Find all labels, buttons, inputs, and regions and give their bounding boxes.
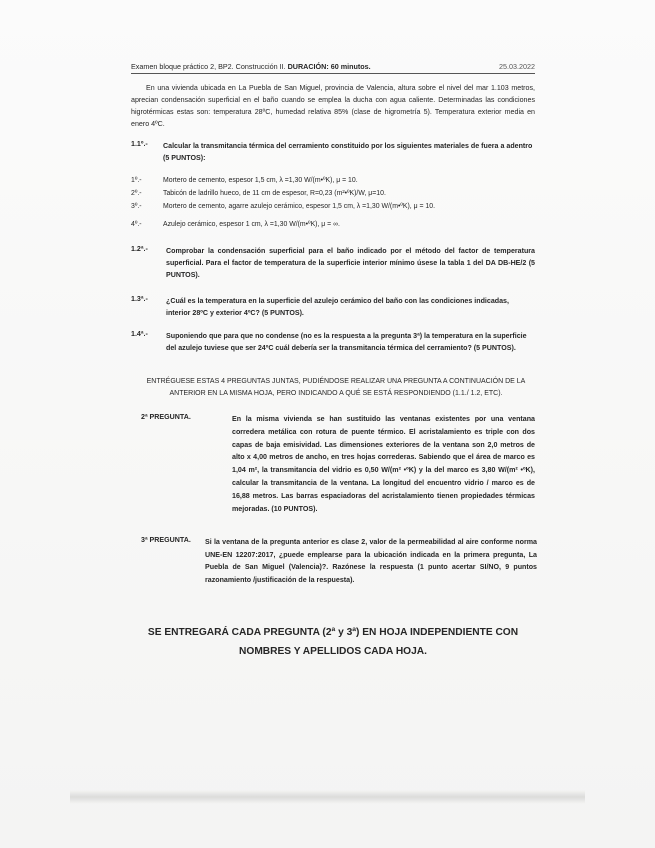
header-title: Examen bloque práctico 2, BP2. Construcción II. [131, 62, 288, 71]
material-4-number: 4º.- [131, 221, 142, 228]
question-1-3-number: 1.3ª.- [131, 295, 148, 303]
material-1-number: 1º.- [131, 177, 142, 184]
question-3-text: Si la ventana de la pregunta anterior es clase 2, valor de la permeabilidad al aire conforme norma UNE-EN 12207:2017, ¿puede emplearse para la ubicación indicada en la primera pregunta, La Puebla de San Miguel (Valencia)?. Razónese la respuesta (1 punto acertar SI/NO, 9 puntos razonamiento /justificación de la respuesta). [205, 538, 537, 584]
delivery-note: ENTRÉGUESE ESTAS 4 PREGUNTAS JUNTAS, PUDIÉNDOSE REALIZAR UNA PREGUNTA A CONTINUACIÓN DE LA ANTERIOR EN LA MISMA HOJA, PERO INDICANDO A QUÉ SE ESTÁ RESPONDIENDO (1.1./ 1.2, ETC). [146, 378, 526, 397]
question-3-label: 3ª PREGUNTA. [141, 536, 191, 544]
intro-paragraph: En una vivienda ubicada en La Puebla de San Miguel, provincia de Valencia, altura sobre el nivel del mar 1.103 metros, aprecian condensación superficial en el baño cuando se emplea la ducha con agua caliente. Determinadas las condiciones higrotérmicas estas son: temperatura 28ºC, humedad relativa 85% (clase de higrometría 5). Temperatura exterior media en enero 4ºC. [131, 84, 535, 128]
question-2-text: En la misma vivienda se han sustituido las ventanas existentes por una ventana corredera metálica con rotura de puente térmico. El acristalamiento es triple con dos capas de baja emisividad. Las dimensiones exteriores de la ventana son 2,0 metros de alto x 4,00 metros de ancho, en tres hojas correderas. Sabiendo que el área de marco es 1,04 m², la transmitancia del vidrio es 0,50 W/(m² •ºK) y la del marco es 3,80 W/(m² •ºK), calcular la transmitancia de la ventana. La longitud del encuentro vidrio / marco es de 16,88 metros. Las barras espaciadoras del acristalamiento tienen propiedades térmicas mejoradas. (10 PUNTOS). [232, 415, 535, 513]
question-2-label: 2ª PREGUNTA. [141, 413, 191, 421]
header-duration: DURACIÓN: 60 minutos. [287, 62, 371, 71]
question-1-2-text: Comprobar la condensación superficial para el baño indicado por el método del factor de temperatura superficial. Para el factor de temperatura de la superficie interior mínimo úsese la tabla 1 del DA DB-HE/2 (5 PUNTOS). [166, 247, 535, 279]
final-instruction: SE ENTREGARÁ CADA PREGUNTA (2ª y 3ª) EN HOJA INDEPENDIENTE CON NOMBRES Y APELLIDOS CADA HOJA. [147, 627, 519, 657]
question-1-1-text: Calcular la transmitancia térmica del cerramiento constituido por los siguientes materiales de fuera a adentro (5 PUNTOS): [163, 142, 533, 162]
material-4-text: Azulejo cerámico, espesor 1 cm, λ =1,30 W/(m•ºK), μ = ∞. [163, 221, 340, 228]
material-2-number: 2º.- [131, 190, 142, 197]
material-3-text: Mortero de cemento, agarre azulejo cerámico, espesor 1,5 cm, λ =1,30 W/(m•ºK), μ = 10. [163, 203, 436, 210]
question-1-2-number: 1.2ª.- [131, 245, 148, 253]
material-3-number: 3º.- [131, 203, 142, 210]
material-2-text: Tabicón de ladrillo hueco, de 11 cm de espesor, R=0,23 (m²•ºK)/W, μ=10. [163, 190, 386, 197]
header-date: 25.03.2022 [499, 62, 535, 71]
question-1-4-number: 1.4ª.- [131, 330, 148, 338]
question-1-4-text: Suponiendo que para que no condense (no es la respuesta a la pregunta 3ª) la temperatura en la superficie del azulejo tuviese que ser 24ºC cuál debería ser la transmitancia térmica del cerramiento? (5 PUNTOS). [166, 332, 527, 352]
question-1-3-text: ¿Cuál es la temperatura en la superficie del azulejo cerámico del baño con las condiciones indicadas, interior 28ºC y exterior 4ºC? (5 PUNTOS). [166, 297, 509, 317]
header-rule [131, 73, 535, 74]
page-header [131, 62, 535, 71]
question-1-1-number: 1.1º.- [131, 140, 148, 148]
material-1-text: Mortero de cemento, espesor 1,5 cm, λ =1,30 W/(m•ºK), μ = 10. [163, 177, 358, 184]
